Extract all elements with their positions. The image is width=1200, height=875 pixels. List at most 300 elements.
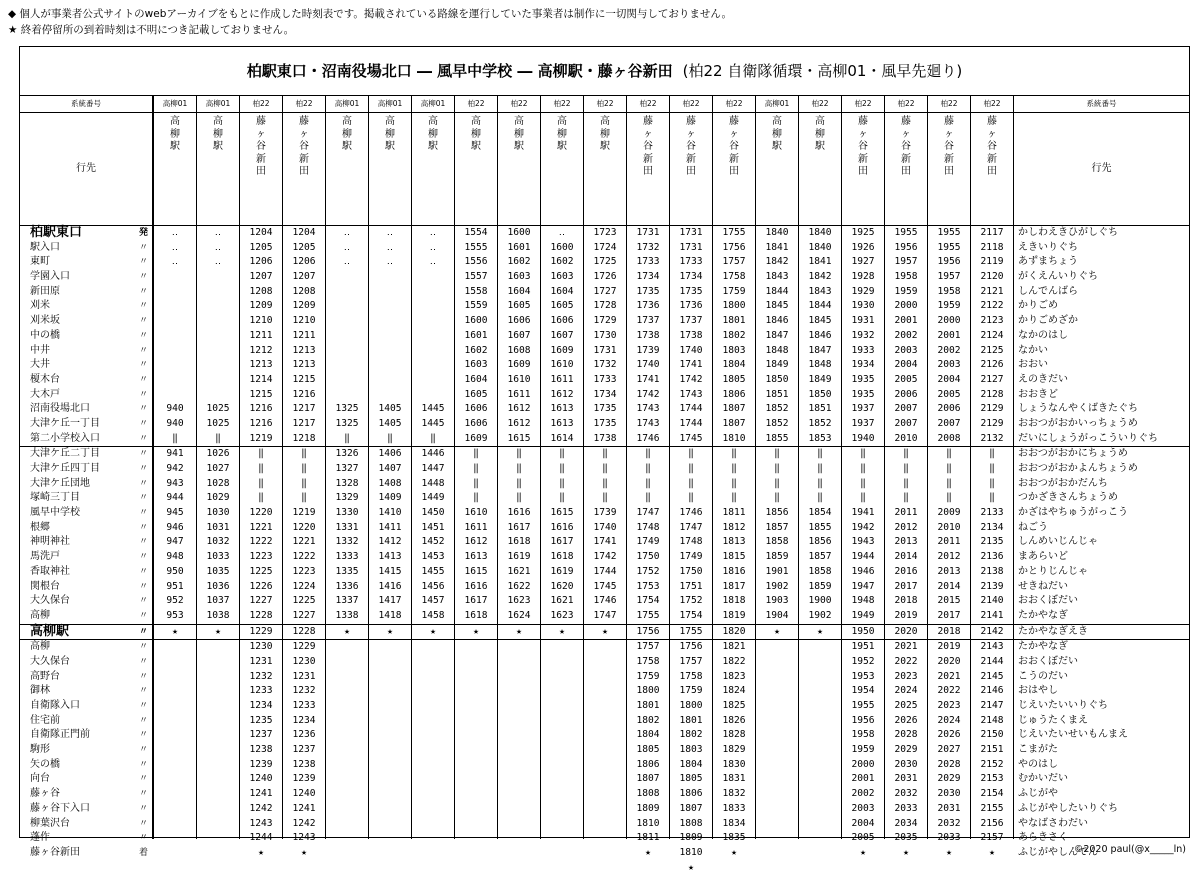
destination-text: 藤ヶ谷新田 [729, 116, 739, 177]
time-cell: 1831 [722, 773, 746, 785]
time-cell: ‖ [903, 492, 909, 504]
time-cell [412, 714, 454, 729]
time-cell: 1210 [249, 315, 273, 327]
time-cell: 1218 [292, 432, 316, 444]
time-cell: 1840 [765, 227, 789, 238]
time-cell: 1733 [593, 373, 617, 385]
destination-text: 高柳駅 [514, 116, 524, 152]
time-cell [197, 285, 239, 300]
time-cell [326, 670, 368, 685]
stop-row [20, 491, 152, 506]
time-cell: ‖ [817, 492, 823, 504]
route-code: 高柳01 [412, 95, 454, 113]
time-cell: 1415 [378, 565, 402, 577]
time-cell: 1606 [464, 417, 488, 429]
time-cell [326, 329, 368, 344]
time-cell: 1222 [249, 536, 273, 548]
time-cell [799, 699, 841, 714]
stop-row [20, 772, 152, 787]
time-cell: ‖ [989, 477, 995, 489]
trip-column [497, 95, 540, 839]
stop-row [20, 285, 152, 300]
route-code: 柏22 [971, 95, 1013, 113]
time-cell [541, 758, 583, 773]
time-cell [584, 684, 626, 699]
time-cell: ★ [688, 861, 694, 873]
stop-kana: たかやなぎ [1018, 609, 1068, 621]
time-cell: 1603 [464, 359, 488, 371]
time-cell: 1855 [808, 521, 832, 533]
time-cell: 1824 [722, 685, 746, 697]
stop-kana: しょうなんやくばきたぐち [1018, 403, 1138, 415]
time-cell: 1804 [679, 758, 703, 770]
time-cell: 1901 [765, 565, 789, 577]
time-cell: 1452 [421, 536, 445, 548]
time-cell: 1226 [249, 580, 273, 592]
stop-mark: 〃 [138, 508, 148, 519]
stop-row [20, 714, 152, 729]
time-cell: 1222 [292, 551, 316, 563]
time-cell: 1958 [894, 271, 918, 283]
time-cell [197, 373, 239, 388]
time-cell: 2142 [971, 624, 1013, 640]
time-cell [369, 373, 411, 388]
route-code: 柏22 [670, 95, 712, 113]
time-cell: ‖ [301, 477, 307, 489]
time-cell: 1737 [679, 315, 703, 327]
time-cell [412, 358, 454, 373]
time-cell: 1238 [249, 744, 273, 756]
time-cell: 1739 [636, 344, 660, 356]
time-cell: 1606 [464, 403, 488, 415]
time-cell: 1407 [378, 463, 402, 474]
time-cell: 1616 [507, 507, 531, 519]
time-cell [369, 344, 411, 359]
time-cell: 1211 [292, 329, 316, 341]
time-cell: 1934 [851, 359, 875, 371]
destination [154, 112, 196, 226]
time-cell [756, 655, 798, 670]
time-cell [412, 270, 454, 285]
time-cell: 1216 [292, 388, 316, 400]
time-cell: 1416 [378, 580, 402, 592]
time-cell: 2012 [894, 521, 918, 533]
time-cell [326, 655, 368, 670]
stop-row [20, 624, 152, 640]
stop-kana: じゅうたくまえ [1018, 714, 1088, 726]
time-cell [799, 670, 841, 685]
time-cell: ★ [258, 846, 264, 858]
time-cell: ‖ [817, 463, 823, 474]
time-cell: 1949 [851, 609, 875, 621]
time-cell [154, 314, 196, 329]
stop-mark: 〃 [138, 730, 148, 741]
time-cell: 1613 [550, 403, 574, 415]
time-cell: 2005 [894, 373, 918, 385]
time-cell: 1811 [636, 832, 660, 844]
time-cell: 1800 [679, 700, 703, 711]
time-cell: 1212 [249, 344, 273, 356]
time-cell: ‖ [817, 477, 823, 489]
time-cell: 1955 [937, 241, 961, 253]
time-cell: 1807 [679, 802, 703, 814]
time-cell [541, 802, 583, 817]
time-cell: 1405 [378, 417, 402, 429]
time-cell [154, 772, 196, 787]
stop-name: 馬洗戸 [30, 551, 60, 563]
note-archive: ◆ 個人が事業者公式サイトのwebアーカイブをもとに作成した時刻表です。掲載されている路線を運行していた事業者は制作に一切関与しておりません。 [8, 8, 733, 20]
time-cell: 1857 [765, 521, 789, 533]
time-cell: 1956 [937, 256, 961, 268]
destination [455, 112, 497, 226]
time-cell: 2013 [937, 565, 961, 577]
time-cell [498, 802, 540, 817]
stop-mark: 着 [138, 847, 148, 858]
time-cell: 2003 [937, 359, 961, 371]
stop-row [20, 831, 152, 846]
time-cell [498, 758, 540, 773]
time-cell: 1601 [507, 241, 531, 253]
time-cell: 1223 [292, 565, 316, 577]
stop-kana: かとりじんじゃ [1018, 565, 1088, 577]
time-cell: 1731 [593, 344, 617, 356]
time-cell: 1602 [507, 256, 531, 268]
time-cell: ★ [412, 624, 454, 640]
time-cells [154, 226, 196, 861]
time-cell: ‖ [670, 446, 712, 462]
time-cell: 2023 [894, 670, 918, 682]
time-cell: 1747 [636, 507, 660, 519]
time-cell: 2138 [980, 565, 1004, 577]
time-cell: ‖ [928, 446, 970, 462]
time-cell: 1621 [550, 595, 574, 607]
time-cell: ‥ [214, 256, 222, 268]
time-cell [584, 655, 626, 670]
time-cell [154, 270, 196, 285]
time-cell: ‖ [774, 463, 780, 474]
time-cell [756, 802, 798, 817]
stop-name: 住宅前 [30, 714, 60, 726]
stop-mark: 〃 [138, 642, 148, 653]
stop-kana: おおくぼだい [1018, 595, 1078, 607]
time-cell: 1614 [550, 432, 574, 444]
time-cells [197, 226, 239, 861]
stop-row [20, 639, 152, 655]
stop-name: 学園入口 [30, 271, 70, 283]
time-cell: 2031 [937, 802, 961, 814]
time-cell [326, 684, 368, 699]
time-cell: 1027 [206, 463, 230, 474]
time-cell [326, 299, 368, 314]
time-cell: ‖ [473, 463, 479, 474]
stop-row [20, 609, 152, 624]
stop-mark: 〃 [138, 478, 148, 489]
time-cell: 1325 [335, 403, 359, 415]
time-cell: 1610 [550, 359, 574, 371]
time-cell: 1929 [851, 285, 875, 297]
time-cell: 1602 [550, 256, 574, 268]
time-cell: 1239 [249, 758, 273, 770]
time-cell: ‖ [645, 463, 651, 474]
time-cell [584, 728, 626, 743]
stop-name: 大津ケ丘四丁目 [30, 463, 100, 474]
stop-mark: 〃 [138, 610, 148, 621]
time-cell: 1604 [550, 285, 574, 297]
note-arrival: ★ 終着停留所の到着時刻は不明につき記載しておりません。 [8, 24, 295, 36]
time-cell: 1738 [679, 329, 703, 341]
time-cell [326, 388, 368, 403]
time-cell: ‖ [258, 477, 264, 489]
time-cell: 1809 [636, 802, 660, 814]
time-cell: ‖ [602, 492, 608, 504]
time-cell: 2033 [937, 832, 961, 844]
time-cell: 1744 [679, 403, 703, 415]
time-cell: 1725 [593, 256, 617, 268]
time-cell: 2134 [980, 521, 1004, 533]
time-cell: 2157 [980, 832, 1004, 844]
time-cell [756, 846, 798, 861]
stop-name: 大津ケ丘団地 [30, 477, 90, 489]
time-cell: ‖ [559, 463, 565, 474]
time-cell: 1623 [550, 609, 574, 621]
time-cell [412, 344, 454, 359]
page-title [20, 47, 1189, 96]
stop-name: 蓬作 [30, 832, 50, 844]
time-cells [627, 226, 669, 861]
stop-mark: 〃 [138, 626, 148, 637]
time-cell: 2148 [980, 714, 1004, 726]
time-cell: 1243 [292, 832, 316, 844]
destination-text: 高柳駅 [815, 116, 825, 152]
time-cell: 2022 [894, 655, 918, 667]
time-cell: 1447 [421, 463, 445, 474]
time-cell: ‖ [455, 446, 497, 462]
time-cell: 1930 [851, 300, 875, 312]
stop-mark: 〃 [138, 745, 148, 756]
time-cell [154, 802, 196, 817]
time-cell: 1325 [335, 417, 359, 429]
time-cell [154, 831, 196, 846]
time-cell: 1753 [636, 580, 660, 592]
stop-mark: 〃 [138, 715, 148, 726]
time-cell: 1756 [627, 624, 669, 640]
time-cell: ‖ [498, 446, 540, 462]
stop-kana: えのきだい [1018, 373, 1068, 385]
time-cell: 1609 [550, 344, 574, 356]
time-cell [197, 714, 239, 729]
destination [670, 112, 712, 226]
destination-text: 高柳駅 [772, 116, 782, 152]
time-cell: 1337 [335, 595, 359, 607]
time-cell [197, 358, 239, 373]
time-cell: 1240 [249, 773, 273, 785]
time-cell: ‖ [903, 477, 909, 489]
time-cell: 1209 [292, 300, 316, 312]
time-cell [498, 655, 540, 670]
time-cell: 1731 [679, 241, 703, 253]
stop-name: 根郷 [30, 521, 50, 533]
time-cell: 1232 [249, 670, 273, 682]
time-cell: 1849 [808, 373, 832, 385]
destination-text: 藤ヶ谷新田 [686, 116, 696, 177]
time-cell: 1241 [292, 802, 316, 814]
time-cell: 2015 [937, 595, 961, 607]
time-cell: 940 [166, 403, 184, 415]
time-cell: 1228 [249, 609, 273, 621]
time-cell: 2024 [894, 685, 918, 697]
time-cell: ★ [731, 846, 737, 858]
time-cell: 1214 [249, 373, 273, 385]
time-cell: 1605 [464, 388, 488, 400]
stop-row [20, 432, 152, 447]
stop-name: 第二小学校入口 [30, 432, 100, 444]
stop-kana: おおつがおかだんち [1018, 477, 1108, 489]
time-cell: 1732 [593, 359, 617, 371]
destination [541, 112, 583, 226]
time-cell: ★ [799, 624, 841, 640]
time-cell: 1812 [722, 521, 746, 533]
time-cell: ‥ [429, 256, 437, 268]
stop-row [20, 565, 152, 580]
time-cell: 1840 [808, 241, 832, 253]
time-cell: 2035 [894, 832, 918, 844]
time-cell: 1742 [636, 388, 660, 400]
time-cell: ★ [584, 624, 626, 640]
time-cell: 1231 [292, 670, 316, 682]
time-cell: 1229 [240, 624, 282, 640]
time-cell [197, 270, 239, 285]
stop-name: 中井 [30, 344, 50, 356]
time-cell: ‖ [627, 446, 669, 462]
time-cell [799, 684, 841, 699]
time-cell [756, 743, 798, 758]
time-cell [412, 684, 454, 699]
time-cell: 1336 [335, 580, 359, 592]
time-cell: 2141 [980, 609, 1004, 621]
time-cell [326, 728, 368, 743]
time-cell [799, 639, 841, 655]
time-cell: 1737 [636, 315, 660, 327]
stop-kana: ふじがやしんでん [1018, 846, 1098, 858]
time-cell: 1840 [808, 227, 832, 238]
time-cell: 1206 [292, 256, 316, 268]
time-cell: 1405 [378, 403, 402, 415]
time-cells [369, 226, 411, 861]
stop-mark: 〃 [138, 286, 148, 297]
time-cell [799, 817, 841, 832]
time-cell [369, 802, 411, 817]
stop-row [20, 802, 152, 817]
time-cell [197, 728, 239, 743]
time-cell: 2140 [980, 595, 1004, 607]
time-cell: 1206 [249, 256, 273, 268]
time-cell: ‖ [258, 492, 264, 504]
time-cell: 1607 [507, 329, 531, 341]
time-cell: 1216 [249, 417, 273, 429]
time-cell [154, 639, 196, 655]
route-code: 柏22 [928, 95, 970, 113]
stop-name: 関根台 [30, 580, 60, 592]
time-cell: 2020 [937, 655, 961, 667]
time-cell: 2123 [980, 315, 1004, 327]
time-cell: 1456 [421, 580, 445, 592]
time-cell [584, 758, 626, 773]
time-cell: ★ [197, 624, 239, 640]
time-cell: 1240 [292, 788, 316, 800]
time-cell: 1237 [292, 744, 316, 756]
time-cell [799, 728, 841, 743]
time-cell: 1751 [679, 580, 703, 592]
time-cell: ★ [326, 624, 368, 640]
time-cell: 1225 [249, 565, 273, 577]
time-cell: ‥ [343, 227, 351, 238]
time-cell [756, 670, 798, 685]
time-cell: 1848 [765, 344, 789, 356]
time-cell [412, 846, 454, 861]
time-cell: 1204 [292, 227, 316, 238]
time-cell [412, 743, 454, 758]
time-cell: 1850 [808, 388, 832, 400]
time-cell: 1600 [507, 227, 531, 238]
time-cell: 1931 [851, 315, 875, 327]
time-cell: ★ [989, 846, 995, 858]
destination-text: 藤ヶ谷新田 [944, 116, 954, 177]
time-cell [369, 388, 411, 403]
time-cell: 1205 [292, 241, 316, 253]
time-cell: 1036 [206, 580, 230, 592]
time-cell [584, 802, 626, 817]
stop-kana: つかざきさんちょうめ [1018, 492, 1118, 504]
time-cell: 1741 [593, 536, 617, 548]
time-cell [197, 388, 239, 403]
stop-kana: おおくぼだい [1018, 655, 1078, 667]
time-cell [326, 358, 368, 373]
time-cell: ‥ [343, 256, 351, 268]
time-cell: 2129 [980, 403, 1004, 415]
time-cell: 1757 [679, 655, 703, 667]
time-cell: ‖ [541, 446, 583, 462]
time-cell: ‥ [214, 227, 222, 238]
time-cells [799, 226, 841, 861]
time-cell: ‖ [516, 463, 522, 474]
time-cell: 1208 [292, 285, 316, 297]
time-cell: 1326 [326, 446, 368, 462]
time-cell: 1618 [550, 551, 574, 563]
time-cell: 2154 [980, 788, 1004, 800]
time-cell: 2002 [851, 788, 875, 800]
trip-column [927, 95, 970, 858]
time-cell: 1815 [722, 551, 746, 563]
time-cell [799, 772, 841, 787]
time-cell: 2132 [980, 432, 1004, 444]
time-cells [455, 226, 497, 861]
time-cell: 1759 [679, 685, 703, 697]
time-cell: ‖ [731, 492, 737, 504]
time-cell: 1732 [636, 241, 660, 253]
time-cell: 1338 [335, 609, 359, 621]
stop-name: 東町 [30, 256, 50, 268]
time-cell [154, 846, 196, 861]
time-cell: 1330 [335, 507, 359, 519]
time-cell [584, 743, 626, 758]
stop-name: 藤ヶ谷下入口 [30, 802, 90, 814]
route-code: 高柳01 [197, 95, 239, 113]
destination-text: 高柳駅 [342, 116, 352, 152]
time-cell: 1448 [421, 477, 445, 489]
time-cell: 2021 [885, 639, 927, 655]
time-cell: 1734 [593, 388, 617, 400]
stop-name: 塚崎三丁目 [30, 492, 80, 504]
